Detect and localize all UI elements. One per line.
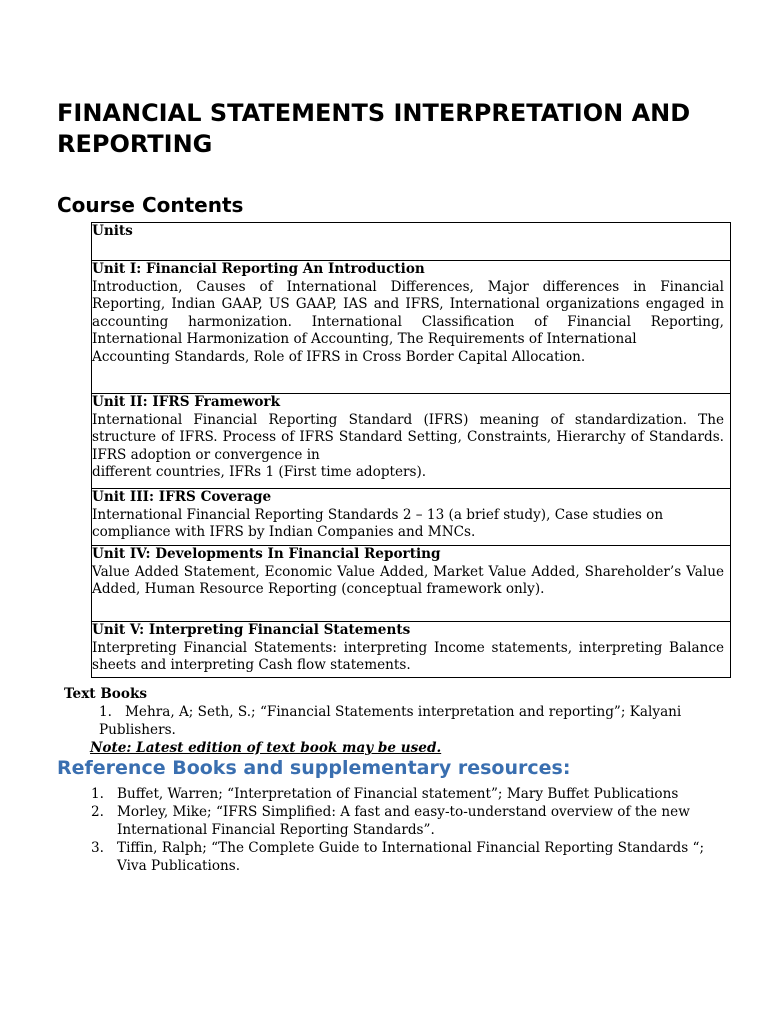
edition-note: Note: Latest edition of text book may be used. [90,740,442,756]
unit-body: Interpreting Financial Statements: interpreting Income statements, interpreting Balance sheets and interpreting Cash flow statements. [92,639,724,674]
reference-books-heading: Reference Books and supplementary resources: [57,757,571,779]
unit-title: : IFRS Coverage [149,489,272,505]
unit-label: Unit IV [92,546,146,562]
list-item-text: Buffet, Warren; “Interpretation of Financial statement”; Mary Buffet Publications [117,786,679,802]
unit-cell-5 [92,622,731,678]
unit-cell-3 [92,489,731,546]
text-books-heading: Text Books [64,686,148,702]
list-item-text: Morley, Mike; “IFRS Simplified: A fast and easy-to-understand overview of the new International Financial Reporting Standards”. [117,804,690,838]
table-row [92,622,731,678]
list-item-number: 3. [91,840,104,856]
unit-title: : Financial Reporting An Introduction [136,261,425,277]
unit-heading [92,489,724,507]
list-item [64,703,744,739]
unit-body: International Financial Reporting Standards 2 – 13 (a brief study), Case studies on compliance with IFRS by Indian Companies and MNCs. [92,506,664,541]
list-item [91,785,711,803]
unit-label: Unit V [92,622,140,638]
unit-cell-1 [92,261,731,394]
unit-heading [92,622,724,640]
document-title: FINANCIAL STATEMENTS INTERPRETATION AND REPORTING [57,99,691,158]
unit-body: Value Added Statement, Economic Value Added, Market Value Added, Shareholder’s Value Added, Human Resource Reporting (conceptual framework only). [92,563,724,598]
unit-body-continued: Accounting Standards, Role of IFRS in Cross Border Capital Allocation. [92,348,586,365]
table-row [92,546,731,622]
list-item-number: 1. [91,786,104,802]
unit-heading [92,394,724,412]
list-item-text: Mehra, A; Seth, S.; “Financial Statements interpretation and reporting”; Kalyani Publishers. [99,704,682,738]
list-item [91,803,711,839]
unit-label: Unit II [92,394,143,410]
table-row [92,489,731,546]
section-title-course-contents: Course Contents [57,193,244,217]
unit-label: Unit III [92,489,149,505]
table-header-label: Units [92,223,133,239]
table-header-row [92,223,731,261]
table-row [92,394,731,489]
unit-heading [92,261,724,279]
unit-title: : IFRS Framework [142,394,281,410]
unit-cell-4 [92,546,731,622]
table-header-cell [92,223,731,261]
table-row [92,261,731,394]
unit-title: : Developments In Financial Reporting [145,546,441,562]
reference-books-list [91,785,711,875]
list-item [91,839,711,875]
unit-body-continued: different countries, IFRs 1 (First time adopters). [92,464,427,481]
list-item-number: 1. [99,704,112,720]
unit-heading [92,546,724,564]
unit-body: International Financial Reporting Standard (IFRS) meaning of standardization. The structure of IFRS. Process of IFRS Standard Setting, Constraints, Hierarchy of Standards. IFRS adoption or convergence in [92,411,724,463]
unit-cell-2 [92,394,731,489]
list-item-number: 2. [91,804,104,820]
list-item-text: Tiffin, Ralph; “The Complete Guide to International Financial Reporting Standards “; Viva Publications. [117,840,705,874]
text-books-section [64,685,744,757]
unit-title: : Interpreting Financial Statements [139,622,411,638]
unit-body: Introduction, Causes of International Differences, Major differences in Financial Reporting, Indian GAAP, US GAAP, IAS and IFRS, International organizations engaged in accounting harmonization. International Classification of Financial Reporting, International Harmonization of Accounting, The Requirements of International [92,278,724,348]
course-contents-table [91,222,731,678]
unit-label: Unit I [92,261,137,277]
